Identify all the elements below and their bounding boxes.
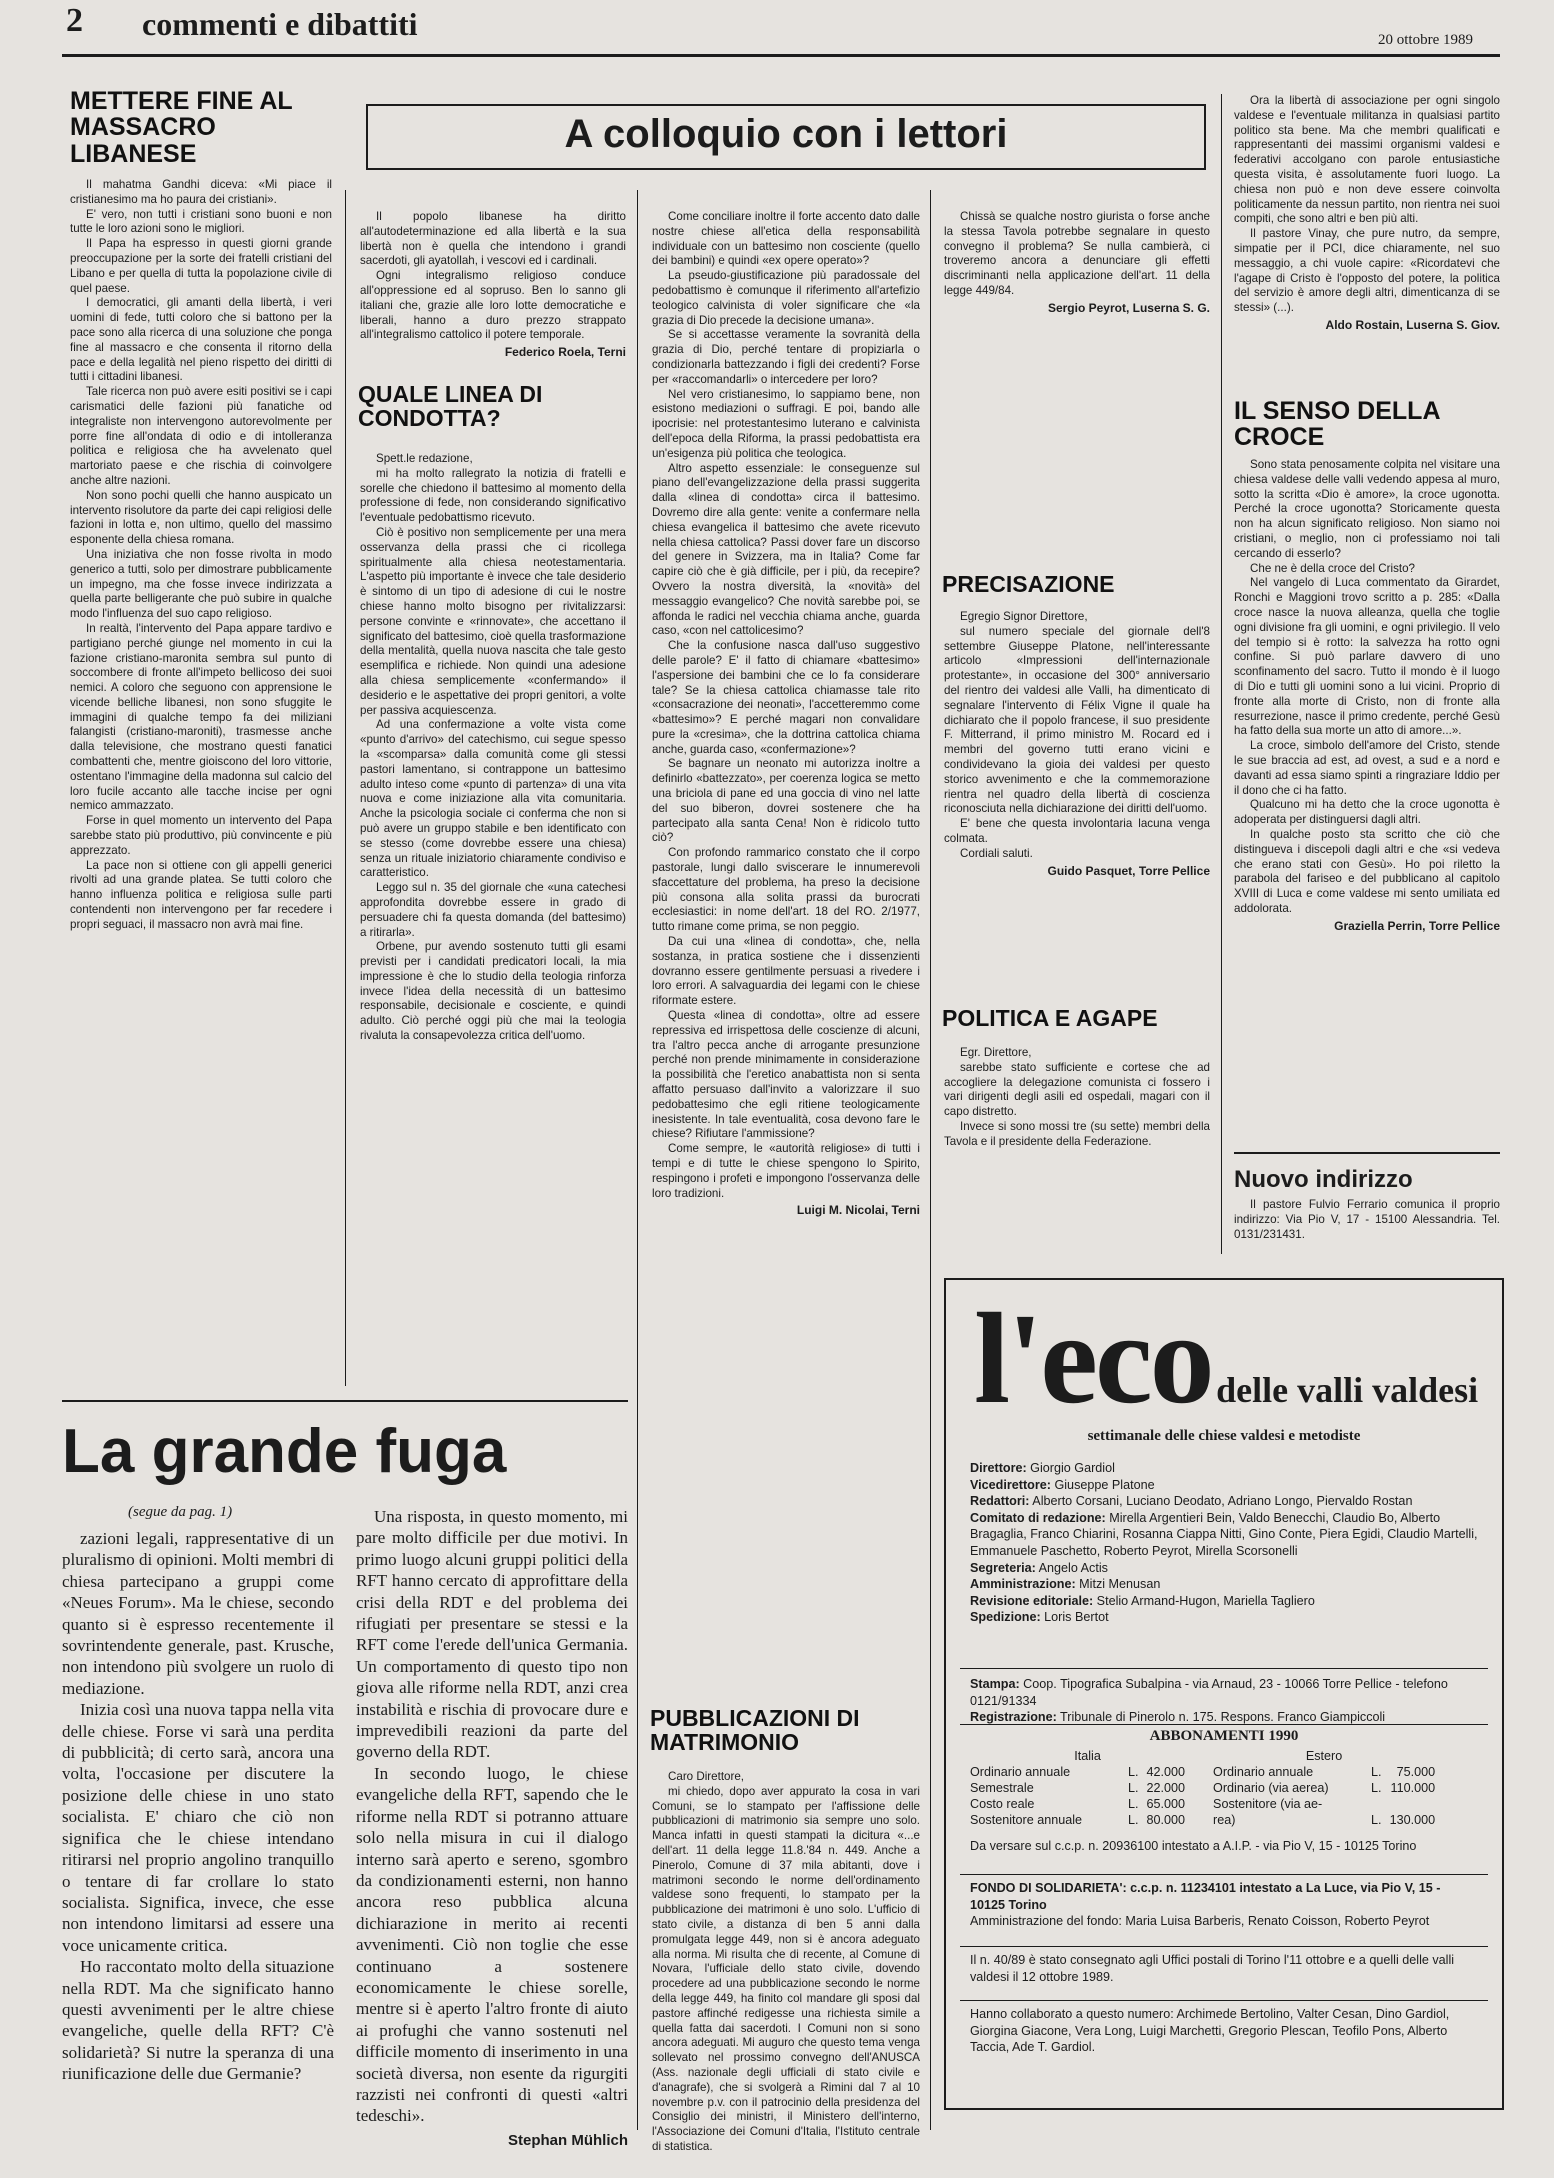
masthead-value: Loris Bertot: [1040, 1610, 1109, 1625]
masthead-label: Comitato di redazione:: [970, 1510, 1106, 1525]
column-rule-1: [345, 190, 346, 1386]
abbonamento-cell: Ordinario (via aerea): [1213, 1781, 1329, 1795]
fuga-body-col2: [356, 1506, 628, 2126]
masthead-label: Registrazione:: [970, 1710, 1057, 1725]
abbonamento-cell: 42.000: [1146, 1765, 1186, 1779]
abbonamento-cell: L.: [1128, 1781, 1139, 1795]
masthead-label: Amministrazione:: [970, 1577, 1076, 1592]
politica-signature: Aldo Rostain, Luserna S. Giov.: [1325, 317, 1500, 332]
masthead-label: Redattori:: [970, 1494, 1030, 1509]
abbonamento-cell: L.: [1128, 1797, 1139, 1811]
paragraph: Che la confusione nasca dall'uso suggestivo delle parole? E' il fatto di chiamare «battesimo» l'aspersione dei bambini che ce lo fa considerare tale? Se la chiesa cattolica chiamasse tale rito «consacrazione dei neonati», l'accetteremmo come «battesimo»? E perché magari non convalidare pure la «cresima», che la dottrina cattolica chiama anche, guarda caso, «confermazione»?: [652, 639, 920, 756]
abbonamento-cell: L.: [1371, 1765, 1382, 1779]
masthead-rule-5: [960, 2000, 1488, 2001]
paragraph: Se bagnare un neonato mi autorizza inoltre a definirlo «battezzato», per coerenza logica se metto una briciola di pane ed una goccia di vino nel latte del suo biberon, dovrei sostenere che ha partecipato alla santa Cena! Non è ridicolo tutto ciò?: [652, 757, 920, 845]
masthead-line: [970, 1593, 1478, 1610]
masthead-box: [944, 1278, 1504, 2110]
paragraph: Inizia così una nuova tappa nella vita delle chiese. Forse vi sarà una perdita di pubblicità; di certo sarà, ancora una volta, l'occasione per discutere la posizione delle chiese in uno stato socialista. E' chiaro che ciò non significa che le chiese intendano ritirarsi nel proprio angolino tranquillo o tentare di far crollare lo stato socialista. Significa, invece, che esse non intendono limitarsi ad essere una voce unicamente critica.: [62, 1700, 334, 1955]
masthead-label: Segreteria:: [970, 1560, 1036, 1575]
abbonamenti-title: ABBONAMENTI 1990: [1149, 1728, 1299, 1744]
fondo-admin-line: Amministrazione del fondo: Maria Luisa Barberis, Renato Coisson, Roberto Peyrot: [970, 1914, 1430, 1929]
masthead-label: Spedizione:: [970, 1610, 1041, 1625]
abbonamento-cell: Ordinario annuale: [1213, 1765, 1314, 1779]
pubblicazioni-continued: [944, 210, 1210, 540]
condotta-continued: [652, 210, 920, 1754]
fuga-signature: Stephan Mühlich: [508, 2132, 628, 2149]
paragraph: Chissà se qualche nostro giurista o forse anche la stessa Tavola potrebbe segnalare in questo convegno il problema? Se nulla cambierà, ci troveremo ancora a denunciare gli effetti discriminanti nella applicazione dell'art. 11 della legge 449/84.: [944, 210, 1210, 297]
abbonamento-cell: 65.000: [1146, 1797, 1186, 1811]
indirizzo-text: Il pastore Fulvio Ferrario comunica il proprio indirizzo: Via Pio V, 17 - 15100 Alessandria. Tel. 0131/231431.: [1234, 1198, 1500, 1241]
section-title: commenti e dibattiti: [142, 6, 418, 42]
col-italia: Italia: [1074, 1749, 1101, 1763]
abbonamento-cell: [1367, 1796, 1386, 1812]
versamento-text: Da versare sul c.c.p. n. 20936100 intestato a A.I.P. - via Pio V, 15 - 10125 Torino: [970, 1839, 1417, 1853]
paragraph: mi chiedo, dopo aver appurato la cosa in vari Comuni, se lo stampato per l'affissione delle pubblicazioni di matrimonio sia sempre uno solo. Manca infatti in questi stampati la dicitura «...e dell'art. 11 della legge 11.8.'84 n. 449. Anche a Pinerolo, Comune di 37 mila abitanti, dove i matrimoni secondo le norme dell'ordinamento valdese sono frequenti, lo stampato per la pubblicazione dei matrimoni è uno solo. L'ufficio di stato civile, a distanza di ben 5 anni dalla promulgata legge 449, non si è ancora adeguato alla norma. Mi risulta che di recente, al Comune di Novara, l'ufficiale dello stato civile, dovendo procedere ad una pubblicazione secondo le norme della legge 449, ha finito col mandare gli sposi dal pastore affinché redigesse una richiesta simile a quella fatta dai sacerdoti. I Comuni non si sono ancora adeguati. Mi auguro che questo tema venga sollevato nel prossimo convegno dell'ANUSCA (Ass. nazionale degli ufficiali di stato civile e d'anagrafe), che si svolgerà a Rimini dal 7 al 10 novembre p.v. con il patrocinio della presidenza del Consiglio dei ministri, il Ministero dell'interno, l'Associazione dei Comuni d'Italia, l'Istituto centrale di statistica.: [652, 1784, 920, 2153]
masthead-line: [970, 1510, 1478, 1560]
paragraph: Altro aspetto essenziale: le conseguenze sul piano dell'evangelizzazione della prassi suggerita dalla «linea di condotta» circa il battesimo. Dovremo dire alla gente: venite a confermare nella chiesa evangelica il battesimo che avete ricevuto nella chiesa cattolica? Passi dover fare un discorso del genere in Svizzera, ma in Italia? Come far capire ciò che è già difficile, per i più, da recepire? Ovvero la nostra diversità, la «novità» del messaggio evangelico? Che novità sarebbe poi, se affonda le radici nel vecchia chiama anche, guarda caso, «con nel cattolicesimo?: [652, 461, 920, 638]
column-rule-4: [1221, 94, 1222, 1254]
pubblicazioni-title: PUBBLICAZIONI DI MATRIMONIO: [650, 1705, 860, 1756]
paragraph: Come conciliare inoltre il forte accento dato dalle nostre chiese all'etica della responsabilità individuale con un battesimo non cosciente (quello dei bambini) e quindi «ex opere operato»?: [652, 210, 920, 268]
paragraph: In secondo luogo, le chiese evangeliche della RFT, sapendo che le riforme nella RDT si potranno attuare solo nella misura in cui il dialogo interno sarà aperto e sereno, sgombro da condizionamenti esterni, non hanno ancora reso pubblica alcuna dichiarazione in merito ai recenti avvenimenti. Ciò non toglie che esse continuano a sostenere economicamente le chiese sorelle, mentre si è aperto l'altro fronte di aiuto ai profughi che vanno sostenuti nel difficile momento di inserimento in una società diversa, non esente da rigurgiti razzisti nei confronti di questi «altri tedeschi».: [356, 1763, 628, 2126]
massacro-signature: Federico Roela, Terni: [504, 345, 626, 360]
condotta-salutation: Spett.le redazione,: [376, 452, 473, 465]
paragraph: Leggo sul n. 35 del giornale che «una catechesi approfondita dovrebbe essere in grado di persuadere chi fa questa domanda (del battesimo) a ritirarla».: [360, 881, 626, 939]
politica-continued: [1234, 94, 1500, 384]
massacro-continued: [360, 210, 626, 360]
masthead-value: Giuseppe Platone: [1050, 1477, 1155, 1492]
paragraph: Qualcuno mi ha detto che la croce ugonotta è adoperata per distinguersi dagli altri.: [1234, 798, 1500, 827]
abbonamento-cell: Sostenitore (via ae-: [1213, 1797, 1323, 1811]
croce-title: IL SENSO DELLA CROCE: [1234, 397, 1440, 452]
paragraph: E' bene che questa involontaria lacuna venga colmata.: [944, 817, 1210, 845]
precisazione-signature: Guido Pasquet, Torre Pellice: [1047, 863, 1210, 878]
header-rule: [62, 54, 1500, 57]
precisazione-title: PRECISAZIONE: [942, 571, 1115, 597]
paragraph: Se si accettasse veramente la sovranità della grazia di Dio, perché tentare di propiziarla o condizionarla battezzando i figli dei credenti? Forse per «raccomandarli» o intercedere per loro?: [652, 328, 920, 386]
masthead-rule-3: [960, 1874, 1488, 1875]
paragraph: Ogni integralismo religioso conduce all'oppressione ed al sopruso. Ben lo sanno gli italiani che, grazie alle loro lotte democratiche e liberali, hanno a duro prezzo strappato all'integralismo cattolico il potere temporale.: [360, 269, 626, 342]
paragraph: Come sempre, le «autorità religiose» di tutti i tempi e di tutte le chiese spengono lo Spirito, respingono i profeti e impongono l'osservanza delle loro tradizioni.: [652, 1142, 920, 1200]
masthead-label: Direttore:: [970, 1461, 1027, 1475]
condotta-signature: Luigi M. Nicolai, Terni: [796, 1203, 920, 1218]
paragraph: Invece si sono mossi tre (su sette) membri della Tavola e il presidente della Federazione.: [944, 1119, 1210, 1148]
paragraph: Il popolo libanese ha diritto all'autodeterminazione ed alla libertà e la sua libertà non è quella che intendono i grandi sacerdoti, gli ayatollah, i vescovi ed i cardinali.: [360, 210, 626, 268]
consegna-text: Il n. 40/89 è stato consegnato agli Uffici postali di Torino l'11 ottobre e a quelli delle valli valdesi il 12 ottobre 1989.: [970, 1953, 1455, 1984]
abbonamento-row: [966, 1780, 1439, 1796]
paragraph: La pace non si ottiene con gli appelli generici rivolti ad una grande platea. Se tutti coloro che hanno influenza politica e religiosa sulle parti contendenti non intervengono per far recedere i propri seguaci, il massacro non avrà mai fine.: [70, 858, 332, 931]
paragraph: Tale ricerca non può avere esiti positivi se i capi carismatici delle fazioni più fanatiche od integraliste non intervengono autorevolmente per porre fine all'ondata di odio e di intolleranza politica e religiosa che ha avvelenato quel martoriato paese e che rischia di coinvolgere anche altre nazioni.: [70, 385, 332, 487]
paragraph: Nel vero cristianesimo, lo sappiamo bene, non esistono mediazioni o suffragi. E poi, bando alle ipocrisie: nel protestantesimo luterano e calvinista dell'epoca della Riforma, la prassi pedobattista era un'esigenza più politica che teologica.: [652, 387, 920, 460]
precisazione-body: [944, 610, 1210, 978]
massacro-title: METTERE FINE AL MASSACRO LIBANESE: [70, 87, 293, 168]
paragraph: Da cui una «linea di condotta», che, nella sostanza, in pratica sostiene che i dissenzienti dovranno essere gentilmente persuasi a rivedere i loro errori. A salvaguardia dei legami con le chiese riformate estere.: [652, 935, 920, 1008]
abbonamento-cell: L.: [1128, 1813, 1139, 1827]
masthead-line: [970, 1493, 1478, 1510]
collaboratori-text: Hanno collaborato a questo numero: Archimede Bertolino, Valter Cesan, Dino Gardiol, Giorgina Giacone, Vera Long, Luigi Marchetti, Gregorio Plescan, Teofilo Pons, Alberto Taccia, Ade T. Gardiol.: [970, 2007, 1450, 2055]
paragraph: Il mahatma Gandhi diceva: «Mi piace il cristianesimo ma ho paura dei cristiani».: [70, 178, 332, 206]
abbonamento-row: [966, 1764, 1439, 1780]
fuga-continued-note: (segue da pag. 1): [128, 1504, 233, 1520]
indirizzo-body: [1234, 1198, 1500, 1244]
paragraph: Ora la libertà di associazione per ogni singolo valdese e l'eventuale militanza in qualsiasi partito politico sta bene. Ma che membri qualificati e rappresentanti dei massimi organismi valdesi e federativi accolgano con parole entusiastiche questa visita, è assolutamente fuori luogo. La chiesa non può e non deve essere coinvolta politicamente da nessun partito, non rientra nei suoi compiti, che sono altri e ben più alti.: [1234, 94, 1500, 226]
masthead-logo: l'eco: [974, 1287, 1212, 1431]
paragraph: E' vero, non tutti i cristiani sono buoni e non tutte le loro azioni sono le migliori.: [70, 207, 332, 236]
pubblicazioni-signature: Sergio Peyrot, Luserna S. G.: [1047, 300, 1210, 315]
abbonamento-row: [966, 1812, 1439, 1828]
colloquio-box: [366, 104, 1206, 170]
abbonamento-cell: 130.000: [1389, 1813, 1436, 1827]
masthead-stampa: [970, 1676, 1478, 1726]
paragraph: Sono stata penosamente colpita nel visitare una chiesa valdese delle valli vedendo appesa al muro, sotto la scritta «Dio è amore», la croce ugonotta. Perché la croce ugonotta? Storicamente questa non ha alcun significato religioso. Non siamo noi cristiani, o meglio, non ci professiamo noi tali cercando di esserlo?: [1234, 458, 1500, 560]
paragraph: Il pastore Vinay, che pure nutro, da sempre, simpatie per il PCI, dice chiaramente, nel suo messaggio, a chi vuole capire: «Ricordatevi che l'agape di Cristo è l'opposto del potere, la politica del servizio è amore degli altri, dimenticanza di se stessi» (...).: [1234, 227, 1500, 315]
col-estero: Estero: [1305, 1749, 1343, 1763]
abbonamento-cell: 75.000: [1396, 1765, 1436, 1779]
abbonamento-row: [966, 1796, 1439, 1812]
colloquio-title: A colloquio con i lettori: [564, 112, 1008, 156]
fuga-title: La grande fuga: [62, 1417, 507, 1486]
masthead-label: Vicedirettore:: [970, 1477, 1051, 1492]
indirizzo-title: Nuovo indirizzo: [1234, 1166, 1413, 1193]
masthead-line: [970, 1676, 1478, 1709]
massacro-body: [70, 178, 332, 1374]
fuga-body-col1: [62, 1528, 334, 2134]
croce-rule: [1234, 1152, 1500, 1154]
paragraph: I democratici, gli amanti della libertà, i veri uomini di fede, tutti coloro che si battono per la pace sono alla ricerca di una soluzione che ponga fine al massacro e che consenta il ritorno della pace e della legalità nel pieno rispetto dei diritti di tutti i cittadini libanesi.: [70, 296, 332, 384]
abbonamento-cell: L.: [1128, 1765, 1139, 1779]
condotta-title: QUALE LINEA DI CONDOTTA?: [358, 381, 543, 432]
condotta-body: [360, 452, 626, 1374]
paragraph: In qualche posto sta scritto che ciò che distingueva i discepoli dagli altri e che «si vedeva che erano stati con Gesù». Ho poi riletto la parabola del fariseo e del pubblicano al capitolo XVIII di Luca e come valdese mi sento umiliata ed addolorata.: [1234, 827, 1500, 915]
masthead-line: [970, 1477, 1478, 1494]
paragraph: Questa «linea di condotta», oltre ad essere repressiva ed irrispettosa delle coscienze di alcuni, tra l'altro pecca anche di arrogante presunzione perché non prende minimamente in considerazione la possibilità che l'eretico anabattista non si senta affatto persuaso dall'invito a valorizzare il suo pedobattesimo che egli ritiene teologicamente inesistente. In tale eventualità, cosa devono fare le chiese? Rifiutare l'ammissione?: [652, 1009, 920, 1141]
paragraph: Forse in quel momento un intervento del Papa sarebbe stato più produttivo, più convincente e più apprezzato.: [70, 814, 332, 857]
paragraph: La pseudo-giustificazione più paradossale del pedobattismo è comunque il riferimento all'artefizio teologico calvinista di voler significare che «la grazia di Dio precede la decisione umana».: [652, 269, 920, 327]
masthead-value: Stelio Armand-Hugon, Mariella Tagliero: [1093, 1593, 1315, 1608]
precisazione-salutation: Egregio Signor Direttore,: [960, 610, 1088, 623]
masthead-line: [970, 1576, 1478, 1593]
abbonamento-cell: Costo reale: [970, 1797, 1035, 1811]
paragraph: Con profondo rammarico constato che il corpo pastorale, lungi dallo sviscerare le innumerevoli sfaccettature del problema, ha preso la decisione più consona alla solita prassi da burocrati ecclesiastici: in nome dell'art. 18 del RO. 2/1977, tutto rimane come prima, se non peggio.: [652, 846, 920, 934]
paragraph: Il Papa ha espresso in questi giorni grande preoccupazione per la sorte dei fratelli cristiani del Libano e per quella di tutta la popolazione civile di quel paese.: [70, 237, 332, 295]
masthead-rule-1: [960, 1668, 1488, 1669]
pubblicazioni-body: [652, 1770, 920, 2153]
paragraph: mi ha molto rallegrato la notizia di fratelli e sorelle che chiedono il battesimo al momento della professione di fede, non considerando significativo l'eventuale pedobattismo ricevuto.: [360, 466, 626, 525]
paragraph: Non sono pochi quelli che hanno auspicato un intervento risolutore da parte dei capi religiosi delle fazioni in lotta e, non ultimo, quello del massimo esponente della chiesa romana.: [70, 488, 332, 547]
paragraph: Ho raccontato molto della situazione nella RDT. Ma che significato hanno questi avvenimenti per le altre chiese evangeliche, quelle della RFT? C'è solidarietà? Si nutre la speranza di una riunificazione delle due Germanie?: [62, 1957, 334, 2084]
issue-date: 20 ottobre 1989: [1378, 32, 1473, 48]
fondo-text: [970, 1880, 1478, 1930]
abbonamenti-table: [966, 1748, 1486, 1828]
paragraph: Cordiali saluti.: [960, 846, 1033, 860]
paragraph: Orbene, pur avendo sostenuto tutti gli esami previsti per i candidati predicatori locali, la mia impressione è che lo studio della teologia rinforza invece l'idea della necessità di un battesimo responsabile, decisionale e cosciente, e quindi adulto. Ciò perché oggi più che mai la teologia rivaluta la consapevolezza critica dell'uomo.: [360, 940, 626, 1043]
paragraph: Nel vangelo di Luca commentato da Girardet, Ronchi e Maggioni trovo scritto a p. 285: «Dalla croce nasce la nuova alleanza, quella che toglie ogni divisione fra gli uomini, e ogni privilegio. Il velo del tempio si è rotto: la salvezza ha rotto ogni confine. Si può parlare davvero di uno sconfinamento del sacro. Tutto il mondo è il luogo di Dio e tutti gli uomini sono a lui vicini. Proprio di fronte alla morte di Cristo, non di fronte alla resurrezione, nasce il primo credente, perché Gesù ha fatto della sua morte un atto di amore...».: [1234, 576, 1500, 738]
politica-title: POLITICA E AGAPE: [942, 1005, 1158, 1031]
croce-signature: Graziella Perrin, Torre Pellice: [1334, 918, 1500, 933]
masthead-label: Stampa:: [970, 1677, 1020, 1691]
pubblicazioni-salutation: Caro Direttore,: [668, 1770, 745, 1783]
masthead-value: Alberto Corsani, Luciano Deodato, Adriano Longo, Piervaldo Rostan: [1029, 1494, 1413, 1509]
page-number: 2: [66, 2, 83, 39]
paragraph: Che ne è della croce del Cristo?: [1250, 561, 1415, 575]
paragraph: Ad una confermazione a volte vista come «punto d'arrivo» del catechismo, cui segue spesso la «scomparsa» dalla comunità come gli stessi pastori lamentano, si contrappone un battesimo adulto inteso come «punto di partenza» di una vita nuova e come iniziazione alla vita comunitaria. Anche la psicologia sociale ci conferma che non si può avere un gruppo stabile e ben identificato con se stesso (come dovrebbe essere una chiesa) senza un rituale iniziatorio chiaramente condiviso e caratteristico.: [360, 718, 626, 880]
fuga-rule: [62, 1400, 628, 1402]
abbonamento-cell: L.: [1371, 1813, 1382, 1827]
abbonamento-cell: [1386, 1796, 1440, 1812]
paragraph: Ciò è positivo non semplicemente per una mera osservanza della prassi che ci ricollega spiritualmente alla chiesa neotestamentaria. L'aspetto più importante è invece che tale desiderio è sintomo di un tipo di adesione di cui le nostre chiese hanno molto bisogno per rivitalizzarsi: persone convinte e «rinnovate», che accettano il significato del battesimo, cioè quella trasformazione della mentalità, quella nuova nascita che tale gesto esemplifica e richiede. Non quindi una adesione alla chiesa semplicemente «confermando» il desiderio e le aspettative dei propri genitori, a volte per passiva acquiescenza.: [360, 525, 626, 717]
column-rule-2: [637, 190, 638, 2130]
masthead-value: Angelo Actis: [1035, 1560, 1108, 1575]
paragraph: In realtà, l'intervento del Papa appare tardivo e partigiano perché giunge nel momento in cui la fazione cristiano-maronita sembra sul punto di soccombere di fronte all'impeto bellicoso dei suoi nemici. A coloro che seguono con apprensione le vicende belliche libanesi, non sono sfuggite le immagini di qualche tempo fa dei miliziani falangisti (cristiano-maroniti), trasmesse anche dalla televisione, che mostrano questi fanatici combattenti che, mentre gioiscono del loro vittorie, ostentano l'immagine della madonna sul calcio del loro fucile accanto alle tacche incise per ogni nemico ammazzato.: [70, 621, 332, 813]
masthead-logo-tail: delle valli valdesi: [1216, 1370, 1479, 1410]
masthead-rule-4: [960, 1946, 1488, 1947]
politica-body: [944, 1046, 1210, 1246]
masthead-label: Revisione editoriale:: [970, 1593, 1094, 1608]
column-rule-3: [930, 190, 931, 2130]
masthead-value: Giorgio Gardiol: [1026, 1461, 1115, 1475]
masthead-line: [970, 1560, 1478, 1577]
abbonamento-cell: Semestrale: [970, 1781, 1034, 1795]
masthead-value: Coop. Tipografica Subalpina - via Arnaud, 23 - 10066 Torre Pellice - telefono 0121/91334: [970, 1677, 1448, 1708]
paragraph: zazioni legali, rappresentative di un pluralismo di opinioni. Molti membri di chiesa partecipano a gruppi come «Neues Forum». Ma le chiese, secondo quanto si è espresso recentemente il sovrintendente generale, past. Krusche, non intendono più svolgere un ruolo di mediazione.: [62, 1529, 334, 1698]
masthead-value: Mitzi Menusan: [1075, 1577, 1161, 1592]
abbonamento-cell: Sostenitore annuale: [970, 1813, 1083, 1827]
masthead-rule-2: [960, 1724, 1488, 1725]
paragraph: Una iniziativa che non fosse rivolta in modo generico a tutti, solo per dimostrare pubblicamente un impegno, ma che fosse invece indirizzata a quella parte belligerante che può subire in qualche modo l'influenza del suo capo religioso.: [70, 547, 332, 621]
abbonamento-cell: Ordinario annuale: [970, 1765, 1071, 1779]
masthead-staff: [970, 1460, 1478, 1626]
masthead-value: Mirella Argentieri Bein, Valdo Benecchi, Claudio Bo, Alberto Bragaglia, Franco Chiarini, Rosanna Ciappa Nitti, Gino Conte, Piera Egidi, Claudio Martelli, Emmanuele Paschetto, Roberto Peyrot, Mirella Scorsonelli: [970, 1510, 1478, 1558]
masthead-logo-row: [974, 1287, 1479, 1431]
paragraph: sul numero speciale del giornale dell'8 settembre Giuseppe Platone, nell'interessante articolo «Impressioni dell'internazionale protestante», in occasione del 300° anniversario del rientro dei valdesi alle Valli, ha dimenticato di segnalare l'intervento di Félix Vigne il quale ha dichiarato che il popolo francese, il suo presidente F. Mitterrand, il primo ministro M. Rocard ed i membri del governo tutti erano vicini e condividevano la gioia dei valdesi per questo storico avvenimento e che la commemorazione rientra nel quadro della libertà di coscienza riconosciuta nella dichiarazione dei diritti dell'uomo.: [944, 624, 1210, 816]
abbonamento-cell: rea): [1213, 1813, 1236, 1827]
paragraph: Una risposta, in questo momento, mi pare molto difficile per due motivi. In primo luogo alcuni gruppi politici della RFT hanno cercato di approfittare della crisi della RDT e del problema dei rifugiati per presentare se stessi e la RFT come l'erede dell'unica Germania. Un comportamento di questo tipo non giova alle riforme nella RDT, anzi crea instabilità e rischia di provocare dure e imprevedibili reazioni da parte del governo della RDT.: [356, 1507, 628, 1762]
masthead-subtitle: settimanale delle chiese valdesi e metodiste: [1087, 1428, 1361, 1444]
masthead-value: Tribunale di Pinerolo n. 175. Respons. Franco Giampiccoli: [1056, 1710, 1386, 1725]
abbonamento-cell: L.: [1371, 1781, 1382, 1795]
fondo-line: FONDO DI SOLIDARIETA': c.c.p. n. 11234101 intestato a La Luce, via Pio V, 15 - 10125 Torino: [970, 1881, 1441, 1912]
abbonamento-cell: 80.000: [1146, 1813, 1186, 1827]
paragraph: sarebbe stato sufficiente e cortese che ad accogliere la delegazione comunista ci fossero i vari dirigenti degli asili ed ospedali, magari con il capo distretto.: [944, 1060, 1210, 1119]
masthead-line: [970, 1609, 1478, 1626]
abbonamento-cell: 22.000: [1146, 1781, 1186, 1795]
masthead-line: [970, 1460, 1478, 1477]
politica-salutation: Egr. Direttore,: [960, 1046, 1032, 1059]
abbonamento-cell: 110.000: [1390, 1781, 1436, 1795]
paragraph: La croce, simbolo dell'amore del Cristo, stende le sue braccia ad est, ad ovest, a sud e a nord e davanti ad essa siamo spinti a ringraziare Iddio per il dono che ci ha fatto.: [1234, 739, 1500, 797]
croce-body: [1234, 458, 1500, 1132]
